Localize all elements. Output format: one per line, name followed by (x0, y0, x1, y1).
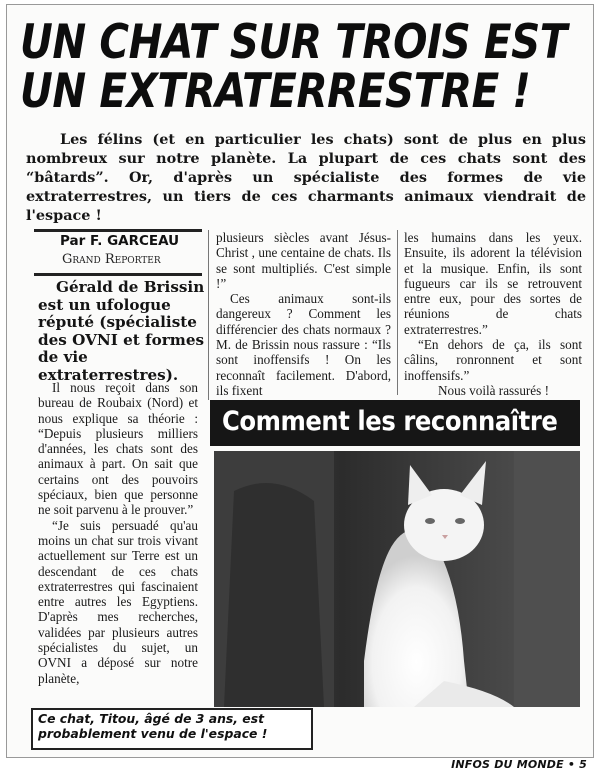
column-2-paragraph: plusieurs siècles avant Jésus-Christ , une centaine de chats. Ils se sont multipliés. C'est simple !” (216, 230, 391, 291)
column-3-paragraph: “En dehors de ça, ils sont câlins, ronronnent et sont inoffensifs.” (404, 337, 582, 383)
column-divider (397, 230, 398, 395)
page-footer: INFOS DU MONDE • 5 (451, 758, 587, 771)
byline-bottom-rule (34, 273, 202, 276)
byline-top-rule (34, 229, 202, 232)
headline (20, 15, 567, 119)
byline-author: Par F. GARCEAU (60, 233, 180, 249)
column-3-paragraph: les humains dans les yeux. Ensuite, ils adorent la télévision et la musique. Enfin, ils sont fugueurs car ils se retrouvent entre eux, pour des sortes de réunions de chats extraterrestres.” (404, 230, 582, 337)
lede-paragraph: Les félins (et en particulier les chats) sont de plus en plus nombreux sur notre planète. La plupart de ces chats sont des “bâtards”. Or, d'après un spécialiste des formes de vie extraterrestres, un tiers de ces charmants animaux viendrait de l'espace ! (26, 131, 586, 224)
article-column-3 (404, 230, 582, 398)
headline-line-1: UN CHAT SUR TROIS EST (20, 15, 567, 70)
photo-caption: Ce chat, Titou, âgé de 3 ans, est probablement venu de l'espace ! (38, 711, 268, 741)
banner-title: Comment les reconnaître (222, 406, 558, 437)
column-1-paragraph: Il nous reçoit dans son bureau de Roubaix (Nord) et nous explique sa théorie : “Depuis plusieurs milliers d'années, les chats sont des animaux à part. On sait que certains ont des pouvoirs spéciaux, bien que personne ne soit parvenu à le prouver.” (38, 380, 198, 518)
cat-photo (214, 451, 580, 707)
section-banner (210, 400, 580, 446)
white-cat-image (214, 451, 580, 707)
article-column-2 (216, 230, 391, 398)
headline-line-2: UN EXTRATERRESTRE ! (20, 64, 531, 119)
column-2-paragraph: Ces animaux sont-ils dangereux ? Comment les différencier des chats normaux ? M. de Brissin nous rassure : “Ils sont inoffensifs ! On les reconnaît facilement. D'abord, ils fixent (216, 291, 391, 398)
column-divider (208, 230, 209, 400)
byline-role: Grand Reporter (62, 252, 161, 267)
article-column-1 (38, 380, 198, 686)
intro-paragraph: Gérald de Brissin est un ufologue réputé (spécialiste des OVNI et formes de vie extraterrestres). (38, 278, 205, 384)
column-1-paragraph: “Je suis persuadé qu'au moins un chat sur trois vivant actuellement sur Terre est un descendant de ces chats extraterrestres qui fascinaient entre autres les Egyptiens. D'après mes recherches, validées par plusieurs autres spécialistes du sujet, un OVNI a déposé sur notre planète, (38, 517, 198, 686)
column-3-paragraph: Nous voilà rassurés ! (438, 382, 549, 398)
